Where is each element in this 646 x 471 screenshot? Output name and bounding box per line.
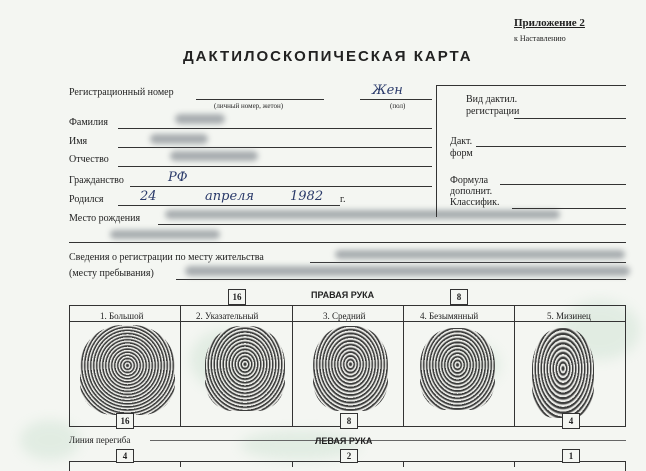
born-year: 1982 bbox=[290, 189, 324, 204]
left-hand-title: ЛЕВАЯ РУКА bbox=[315, 436, 373, 446]
redacted-surname bbox=[175, 114, 225, 124]
born-line bbox=[118, 205, 340, 206]
finger-divider bbox=[180, 461, 181, 467]
name-line bbox=[118, 147, 432, 148]
citizenship-value: РФ bbox=[168, 170, 188, 185]
redacted-residence-2 bbox=[185, 266, 630, 276]
birthplace-line bbox=[158, 224, 626, 225]
fingerprint-middle bbox=[313, 326, 388, 411]
finger-divider bbox=[403, 305, 404, 427]
birthplace-label: Место рождения bbox=[69, 213, 141, 224]
redacted-birthplace-2 bbox=[110, 230, 220, 239]
finger-label-little: 5. Мизинец bbox=[547, 311, 591, 321]
residence-label-2: (месту пребывания) bbox=[69, 268, 154, 279]
residence-line bbox=[310, 262, 626, 263]
finger-divider bbox=[514, 461, 515, 467]
redacted-name bbox=[150, 134, 208, 144]
citizenship-label: Гражданство bbox=[69, 175, 124, 186]
dact-form-line bbox=[476, 146, 626, 147]
reg-number-hint: (личный номер, жетон) bbox=[214, 102, 284, 110]
finger-label-middle: 3. Средний bbox=[323, 311, 366, 321]
reg-number-label: Регистрационный номер bbox=[69, 87, 174, 98]
born-label: Родился bbox=[69, 194, 104, 205]
dact-form-label-2: форм bbox=[450, 148, 473, 159]
top-number: 2 bbox=[341, 451, 357, 461]
top-number: 8 bbox=[451, 292, 467, 302]
right-hand-title: ПРАВАЯ РУКА bbox=[311, 290, 375, 300]
born-month: апреля bbox=[205, 189, 255, 204]
fold-line bbox=[150, 440, 626, 441]
residence-label: Сведения о регистрации по месту жительства bbox=[69, 252, 264, 263]
fold-line-label: Линия перегиба bbox=[69, 435, 131, 445]
dact-form-label: Дакт. bbox=[450, 136, 473, 147]
formula-label: Формула bbox=[450, 175, 489, 186]
bottom-number: 16 bbox=[117, 416, 133, 426]
sex-hint: (пол) bbox=[390, 102, 406, 110]
finger-label-index: 2. Указательный bbox=[196, 311, 259, 321]
sex-value: Жен bbox=[372, 83, 403, 98]
top-number: 1 bbox=[563, 451, 579, 461]
finger-divider bbox=[403, 461, 404, 467]
finger-divider bbox=[292, 305, 293, 427]
top-number: 16 bbox=[229, 292, 245, 302]
appendix-label: Приложение 2 bbox=[514, 17, 585, 29]
side-panel-border bbox=[436, 85, 437, 217]
dact-type-line bbox=[514, 118, 626, 119]
fingerprint-index bbox=[205, 326, 285, 411]
formula-label-3: Классифик. bbox=[450, 197, 500, 208]
fingerprint-thumb bbox=[80, 325, 175, 415]
finger-divider bbox=[514, 305, 515, 427]
born-day: 24 bbox=[140, 189, 157, 204]
name-label: Имя bbox=[69, 136, 88, 147]
redacted-patronymic bbox=[170, 151, 258, 161]
citizenship-line bbox=[130, 186, 432, 187]
patronymic-line bbox=[118, 166, 432, 167]
page-title: ДАКТИЛОСКОПИЧЕСКАЯ КАРТА bbox=[183, 48, 473, 65]
year-suffix: г. bbox=[340, 194, 346, 205]
dact-type-label-2: регистрации bbox=[466, 106, 520, 117]
finger-label-ring: 4. Безымянный bbox=[420, 311, 479, 321]
bottom-number: 4 bbox=[563, 416, 579, 426]
redacted-residence bbox=[335, 250, 625, 259]
redacted-birthplace bbox=[165, 210, 560, 219]
fingerprint-little bbox=[532, 328, 594, 418]
top-number: 4 bbox=[117, 451, 133, 461]
formula-label-2: дополнит. bbox=[450, 186, 493, 197]
patronymic-label: Отчество bbox=[69, 154, 109, 165]
fingerprint-ring bbox=[420, 328, 495, 410]
finger-divider bbox=[292, 461, 293, 467]
surname-label: Фамилия bbox=[69, 117, 108, 128]
dact-type-label: Вид дактил. bbox=[466, 94, 518, 105]
surname-line bbox=[118, 128, 432, 129]
bottom-number: 8 bbox=[341, 416, 357, 426]
finger-divider bbox=[180, 305, 181, 427]
side-panel-top bbox=[436, 85, 626, 86]
finger-label-thumb: 1. Большой bbox=[100, 311, 144, 321]
residence-line-2 bbox=[176, 279, 626, 280]
formula-line bbox=[500, 184, 626, 185]
appendix-sublabel: к Наставлению bbox=[514, 34, 566, 43]
formula-line-2 bbox=[512, 208, 626, 209]
birthplace-line-2 bbox=[69, 242, 626, 243]
